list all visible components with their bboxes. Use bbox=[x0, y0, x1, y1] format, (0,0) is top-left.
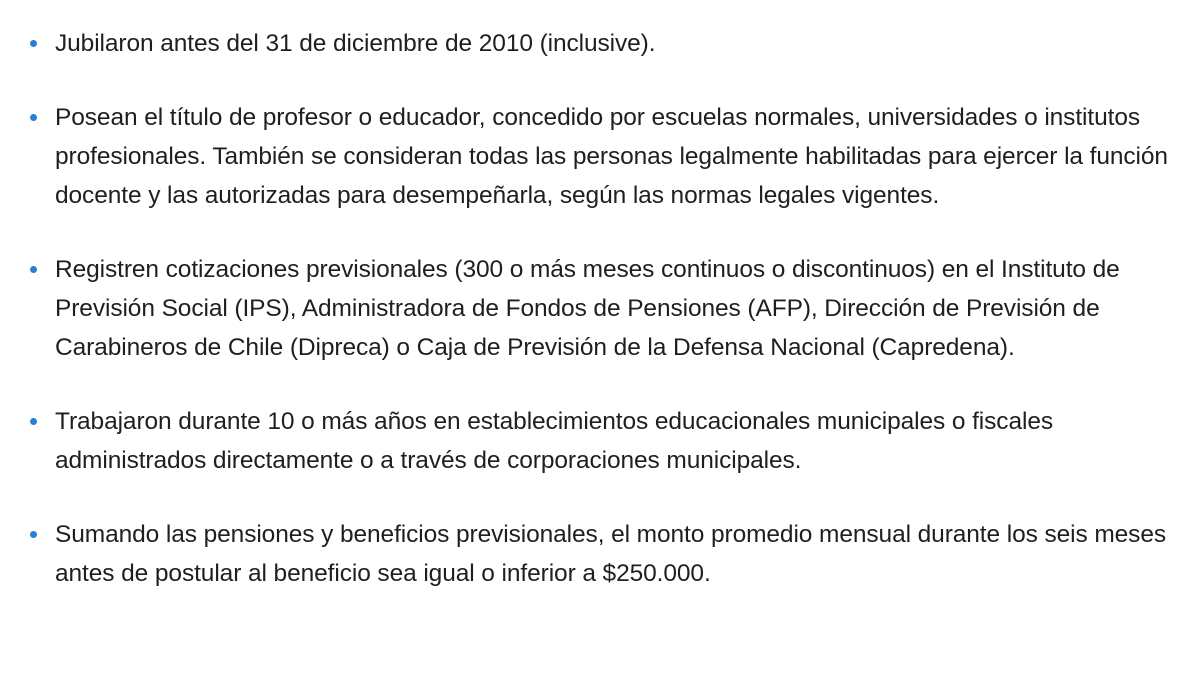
bullet-icon bbox=[30, 40, 37, 47]
list-item bbox=[0, 24, 1200, 63]
list-item-text: Jubilaron antes del 31 de diciembre de 2010 (inclusive). bbox=[55, 30, 656, 57]
list-item bbox=[0, 250, 1200, 367]
bullet-icon bbox=[30, 418, 37, 425]
list-item bbox=[0, 98, 1200, 215]
list-item-text: Posean el título de profesor o educador, concedido por escuelas normales, universidades o institutos profesionales. También se consideran todas las personas legalmente habilitadas para ejercer la función docente y las autorizadas para desempeñarla, según las normas legales vigentes. bbox=[55, 104, 1168, 209]
list-item-text: Trabajaron durante 10 o más años en establecimientos educacionales municipales o fiscales administrados directamente o a través de corporaciones municipales. bbox=[55, 408, 1053, 474]
list-item bbox=[0, 515, 1200, 593]
list-item-text: Registren cotizaciones previsionales (300 o más meses continuos o discontinuos) en el Instituto de Previsión Social (IPS), Administradora de Fondos de Pensiones (AFP), Dirección de Previsión de Carabineros de Chile (Dipreca) o Caja de Previsión de la Defensa Nacional (Capredena). bbox=[55, 256, 1120, 361]
bullet-icon bbox=[30, 266, 37, 273]
bullet-icon bbox=[30, 531, 37, 538]
bullet-icon bbox=[30, 114, 37, 121]
list-item bbox=[0, 402, 1200, 480]
list-item-text: Sumando las pensiones y beneficios previsionales, el monto promedio mensual durante los seis meses antes de postular al beneficio sea igual o inferior a $250.000. bbox=[55, 521, 1167, 587]
